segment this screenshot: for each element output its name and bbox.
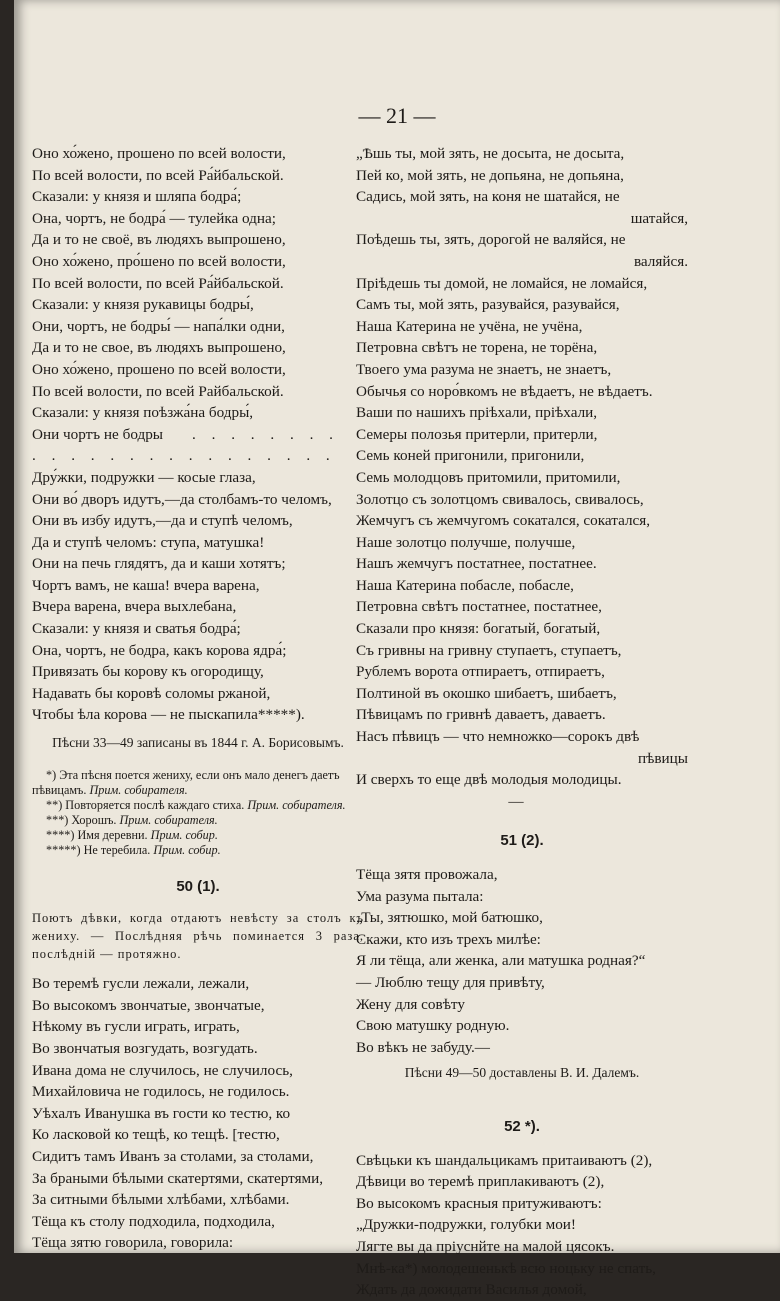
- verse-line: Семь молодцовъ притомили, притомили,: [356, 468, 621, 486]
- verse-line: Тёща къ столу подходила, подходила,: [32, 1212, 275, 1230]
- verse-line: Сидитъ тамъ Иванъ за столами, за столами,: [32, 1147, 314, 1165]
- verse-line: Я ли тёща, али женка, али матушка родная?“: [356, 952, 646, 970]
- verse-line: Они, чортъ, не бодры́ — напа́лки одни,: [32, 317, 285, 335]
- page-number: — 21 —: [358, 103, 436, 128]
- footnote-text: ***) Хорошъ.: [46, 812, 117, 827]
- verse-line: По всей волости, по всей Ра́йбальской.: [32, 166, 284, 184]
- verse-block: [32, 467, 364, 726]
- verse-line: Уѣхалъ Иванушка въ гости ко тестю, ко: [32, 1104, 291, 1122]
- verse-line: Наше золотцо получше, получше,: [356, 533, 576, 551]
- verse-line: Во теремѣ гусли лежали, лежали,: [32, 975, 250, 993]
- verse-line: Михайловича не годилось, не годилось.: [32, 1083, 290, 1101]
- verse-line: Петровна свѣтъ постатнее, постатнее,: [356, 598, 602, 616]
- verse-block: [356, 864, 688, 1058]
- source-note: Пѣсни 49—50 доставлены В. И. Далемъ.: [404, 1065, 640, 1081]
- verse-line: Наша Катерина не учёна, не учёна,: [356, 317, 583, 335]
- footnote-text: ****) Имя деревни.: [46, 827, 148, 842]
- verse-line: Оно хо́жено, про́шено по всей волости,: [32, 252, 286, 270]
- verse-line: Ко ласковой ко тещѣ, ко тещѣ. [тестю,: [32, 1126, 280, 1144]
- verse-line: Наша Катерина побасле, побасле,: [356, 576, 574, 594]
- verse-line: Дѣвици во теремѣ приплакиваютъ (2),: [356, 1173, 605, 1191]
- verse-line: Ивана дома не случилось, не случилось,: [32, 1061, 293, 1079]
- verse-line: — Люблю тещу для привѣту,: [356, 973, 545, 991]
- verse-line: За ситными бѣлыми хлѣбами, хлѣбами.: [32, 1191, 290, 1209]
- verse-line: Тёща зятю говорила, говорила:: [32, 1234, 234, 1252]
- verse-line: По всей волости, по всей Райбальской.: [32, 382, 284, 400]
- verse-line: Поѣдешь ты, зять, дорогой не валяйся, не: [356, 231, 626, 249]
- footnote-text: **) Повторяется послѣ каждаго стиха.: [46, 797, 245, 812]
- verse-line: Семь коней пригонили, пригонили,: [356, 447, 585, 465]
- footnote-text: *****) Не теребила.: [46, 842, 151, 857]
- verse-line: Пріѣдешь ты домой, не ломайся, не ломайся,: [356, 274, 648, 292]
- ellipsis-line: . . . . . . . .: [192, 426, 339, 443]
- verse-line: Они чортъ не бодры: [32, 425, 164, 443]
- verse-block: [356, 1150, 688, 1301]
- song-heading: 52 *).: [504, 1117, 540, 1135]
- verse-line: Нѣкому въ гусли играть, играть,: [32, 1018, 240, 1036]
- source-note: Пѣсни 33—49 записаны въ 1844 г. А. Борисовымъ.: [52, 735, 344, 751]
- verse-line: Сказали: у князя и шляпа бодра́;: [32, 188, 242, 206]
- verse-line: Свѣцьки къ шандальцикамъ притаиваютъ (2),: [356, 1151, 653, 1169]
- verse-line: Во высокомъ звончатые, звончатые,: [32, 996, 265, 1014]
- verse-line: Ума разума пытала:: [356, 887, 484, 905]
- verse-line: Дру́жки, подружки — косые глаза,: [32, 468, 256, 486]
- verse-block: [356, 143, 688, 791]
- verse-line: шатайся,: [630, 209, 688, 227]
- verse-line: Они на печь глядятъ, да и каши хотятъ;: [32, 555, 286, 573]
- verse-line: Они во́ дворъ идутъ,—да столбамъ-то челомъ,: [32, 490, 332, 508]
- verse-line: пѣвицы: [637, 749, 688, 767]
- footnote-attribution: Прим. собирателя.: [247, 797, 346, 812]
- verse-line: Они въ избу идутъ,—да и ступѣ челомъ,: [32, 512, 293, 530]
- verse-line: Чортъ вамъ, не каша! вчера варена,: [32, 576, 260, 594]
- verse-line: Да и то не свое, въ людяхъ выпрошено,: [32, 339, 286, 357]
- verse-line: По всей волости, по всей Ра́йбальской.: [32, 274, 284, 292]
- song-heading: 50 (1).: [176, 877, 220, 895]
- verse-line: Нашъ жемчугъ постатнее, постатнее.: [356, 555, 597, 573]
- footnote-text: *) Эта пѣсня поется жениху, если онъ мало денегъ даетъ пѣвицамъ.: [32, 767, 340, 797]
- verse-line: Рублемъ ворота отпираетъ, отпираетъ,: [356, 663, 605, 681]
- ellipsis-line: . . . . . . . . . . . . . . . .: [32, 447, 336, 465]
- verse-line: Съ гривны на гривну ступаетъ, ступаетъ,: [356, 641, 622, 659]
- footnote-attribution: Прим. собир.: [153, 842, 221, 857]
- verse-line: Сказали про князя: богатый, богатый,: [356, 620, 601, 638]
- footnote-attribution: Прим. собирателя.: [89, 782, 188, 797]
- verse-line: Во высокомъ красныя притуживаютъ:: [356, 1194, 602, 1212]
- verse-line: Она, чортъ, не бодра, какъ корова ядра́;: [32, 641, 287, 659]
- verse-line: Она, чортъ, не бодра́ — тулейка одна;: [32, 209, 276, 227]
- book-page: [14, 0, 780, 1299]
- verse-line: Чтобы ѣла корова — не пыскапила*****).: [32, 706, 305, 724]
- song-heading: 51 (2).: [500, 832, 544, 850]
- verse-line: Тёща зятя провожала,: [356, 866, 498, 883]
- verse-block: [32, 143, 364, 445]
- verse-line: Ждать да дожидати Василья домой,: [356, 1281, 587, 1299]
- verse-line: Во вѣкъ не забуду.—: [356, 1038, 490, 1056]
- verse-line: Петровна свѣтъ не торена, не торёна,: [356, 339, 598, 357]
- verse-line: Пѣвицамъ по гривнѣ даваетъ, даваетъ.: [356, 706, 606, 724]
- footnote: [32, 843, 364, 858]
- verse-line: Жену для совѣту: [356, 995, 465, 1013]
- verse-line: Да и ступѣ челомъ: ступа, матушка!: [32, 533, 265, 551]
- section-dash: —: [508, 792, 524, 810]
- verse-line: Оно хо́жено, прошено по всей волости,: [32, 145, 286, 162]
- verse-line: Вчера варена, вчера выхлебана,: [32, 598, 237, 616]
- right-column: [356, 143, 688, 1301]
- verse-line: „Ѣшь ты, мой зять, не досыта, не досыта,: [356, 145, 625, 162]
- verse-line: Обычья со норо́вкомъ не вѣдаетъ, не вѣдаетъ.: [356, 382, 653, 400]
- verse-line: Самъ ты, мой зять, разувайся, разувайся,: [356, 296, 620, 314]
- verse-line: Свою матушку родную.: [356, 1017, 510, 1035]
- verse-line: Привязать бы корову къ огородищу,: [32, 663, 264, 681]
- verse-line: Насъ пѣвицъ — что немножко—сорокъ двѣ: [356, 728, 640, 746]
- verse-line: Сказали: у князя и сватья бодра́;: [32, 620, 241, 638]
- footnote-attribution: Прим. собирателя.: [119, 812, 218, 827]
- verse-line: Ваши по нашихъ пріѣхали, пріѣхали,: [356, 404, 598, 422]
- footnote: [32, 768, 364, 798]
- verse-line: Во звончатыя возгудать, возгудать.: [32, 1040, 258, 1057]
- verse-line: Твоего ума разума не знаетъ, не знаетъ,: [356, 360, 612, 378]
- left-column: [32, 143, 364, 1254]
- verse-line: „Дружки-подружки, голубки мои!: [356, 1216, 576, 1234]
- verse-line: Скажи, кто изъ трехъ милѣе:: [356, 930, 541, 948]
- verse-block: [32, 973, 364, 1254]
- footnote: [32, 798, 364, 813]
- verse-line: Золотцо съ золотцомъ свивалось, свивалось,: [356, 490, 644, 508]
- verse-line: Пей ко, мой зять, не допьяна, не допьяна,: [356, 166, 624, 184]
- verse-line: Жемчугъ съ жемчугомъ сокатался, сокатался,: [356, 512, 651, 530]
- verse-line: Мнѣ-ка*) молодешенькѣ всю ноцьку не спать,: [356, 1259, 656, 1277]
- verse-line: За браными бѣлыми скатертями, скатертями,: [32, 1169, 324, 1187]
- verse-line: Сказали: у князя поѣзжа́на бодры́,: [32, 404, 254, 422]
- verse-line: Полтиной въ окошко шибаетъ, шибаетъ,: [356, 684, 617, 702]
- footnote: [32, 813, 364, 828]
- verse-line: Семеры полозья притерли, притерли,: [356, 425, 598, 443]
- footnote-attribution: Прим. собир.: [150, 827, 218, 842]
- verse-line: Лягте вы да пріуснйте на малой цясокъ.: [356, 1237, 615, 1255]
- verse-line: Сказали: у князя рукавицы бодры́,: [32, 296, 254, 314]
- verse-line: Садись, мой зять, на коня не шатайся, не: [356, 188, 620, 206]
- song-intro: Поютъ дѣвки, когда отдаютъ невѣсту за столъ къ жениху. — Послѣдняя рѣчь поминается 3 раза, послѣдній — протяжно.: [32, 911, 364, 962]
- verse-line: Надавать бы коровѣ соломы ржаной,: [32, 684, 271, 702]
- verse-line: валяйся.: [633, 252, 688, 270]
- footnote: [32, 828, 364, 843]
- verse-line: И сверхъ то еще двѣ молодыя молодицы.: [356, 771, 622, 789]
- verse-line: Оно хо́жено, прошено по всей волости,: [32, 360, 286, 378]
- verse-line: „Ты, зятюшко, мой батюшко,: [356, 909, 543, 927]
- verse-line: Да и то не своё, въ людяхъ выпрошено,: [32, 231, 286, 249]
- footnotes: [32, 768, 364, 858]
